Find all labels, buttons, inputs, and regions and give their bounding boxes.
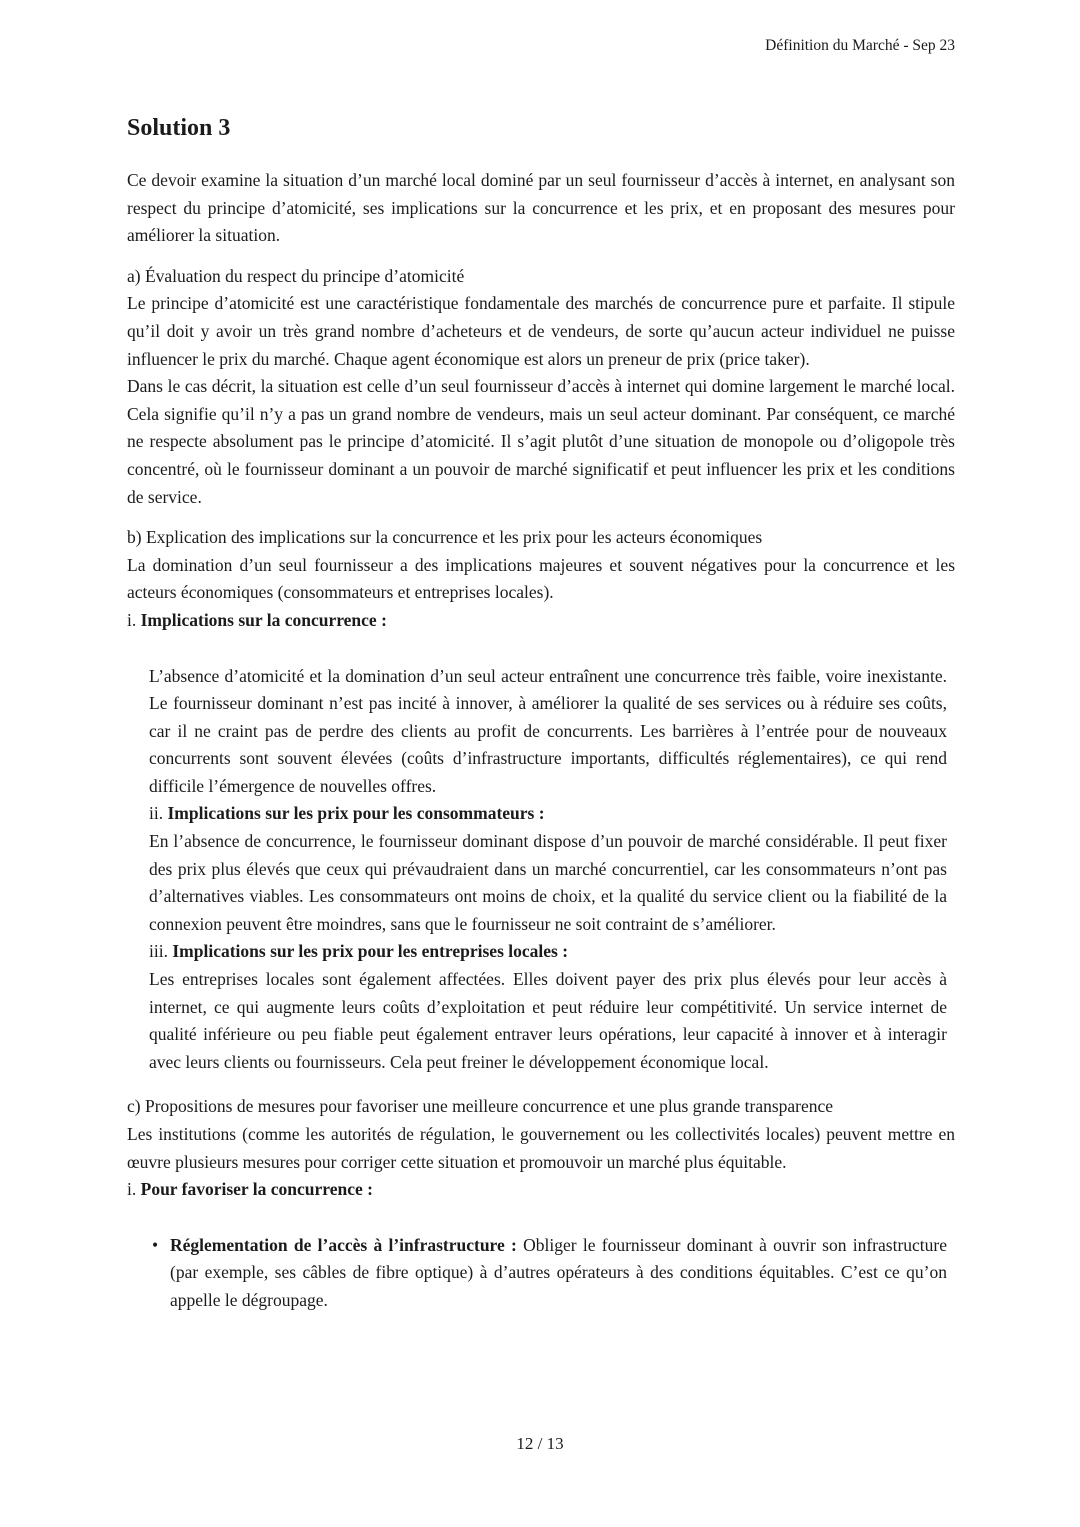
section-a bbox=[127, 263, 955, 511]
section-c-heading: c) Propositions de mesures pour favoriser une meilleure concurrence et une plus grande transparence bbox=[127, 1096, 834, 1117]
page-number: 12 / 13 bbox=[516, 1434, 564, 1453]
item-label: Pour favoriser la concurrence : bbox=[140, 1179, 373, 1200]
intro-paragraph: Ce devoir examine la situation d’un marché local dominé par un seul fournisseur d’accès à internet, en analysant son respect du principe d’atomicité, ses implications sur la concurrence et les prix, et en proposant des mesures pour améliorer la situation. bbox=[127, 170, 955, 246]
section-a-heading: a) Évaluation du respect du principe d’atomicité bbox=[127, 265, 465, 286]
bullet-icon: • bbox=[152, 1234, 159, 1255]
section-c-paragraph-1: Les institutions (comme les autorités de régulation, le gouvernement ou les collectivités locales) peuvent mettre en œuvre plusieurs mesures pour corriger cette situation et promouvoir un marché plus équitable. bbox=[127, 1124, 955, 1172]
section-b-item-2-text: En l’absence de concurrence, le fournisseur dominant dispose d’un pouvoir de marché considérable. Il peut fixer des prix plus élevés que ceux qui prévaudraient dans un marché concurrentiel, car les consommateurs n’ont pas d’alternatives viables. Les consommateurs ont moins de choix, et la qualité du service client ou la fiabilité de la connexion peuvent être moindres, sans que le fournisseur ne soit contraint de s’améliorer. bbox=[149, 831, 947, 934]
section-b-item-1-text: L’absence d’atomicité et la domination d’un seul acteur entraînent une concurrence très faible, voire inexistante. Le fournisseur dominant n’est pas incité à innover, à améliorer la qualité de ses services ou à réduire ses coûts, car il ne craint pas de perdre des clients au profit de concurrents. Les barrières à l’entrée pour de nouveaux concurrents sont souvent élevées (coûts d’infrastructure importants, difficultés réglementaires), ce qui rend difficile l’émergence de nouvelles offres. bbox=[149, 665, 947, 796]
section-c-bullet-list bbox=[127, 1232, 955, 1315]
section-b-heading: b) Explication des implications sur la concurrence et les prix pour les acteurs économiques bbox=[127, 527, 763, 548]
item-label: Implications sur la concurrence : bbox=[140, 609, 387, 630]
section-c bbox=[127, 1093, 955, 1314]
list-item bbox=[152, 1232, 955, 1315]
document-body bbox=[127, 114, 955, 1315]
section-c-item-1-heading bbox=[127, 1176, 955, 1204]
section-b-item-3-heading bbox=[149, 938, 947, 966]
item-number: i. bbox=[127, 609, 137, 630]
section-a-paragraph-1: Le principe d’atomicité est une caractéristique fondamentale des marchés de concurrence pure et parfaite. Il stipule qu’il doit y avoir un très grand nombre d’acheteurs et de vendeurs, de sorte qu’aucun acteur individuel ne puisse influencer le prix du marché. Chaque agent économique est alors un preneur de prix (price taker). bbox=[127, 293, 955, 369]
page-header: Définition du Marché - Sep 23 bbox=[765, 37, 955, 54]
section-b-item-3-text: Les entreprises locales sont également affectées. Elles doivent payer des prix plus élevés pour leur accès à internet, ce qui augmente leurs coûts d’exploitation et peut réduire leur compétitivité. Un service internet de qualité inférieure ou peu fiable peut également entraver leurs opérations, leur capacité à innover et à interagir avec leurs clients ou fournisseurs. Cela peut freiner le développement économique local. bbox=[149, 969, 947, 1072]
item-label: Implications sur les prix pour les consommateurs : bbox=[167, 803, 545, 824]
item-number: i. bbox=[127, 1179, 137, 1200]
bullet-body-text: Obliger le fournisseur dominant à ouvrir son infrastructure (par exemple, ses câbles de fibre optique) à d’autres opérateurs à des conditions équitables. C’est ce qu’on appelle le dégroupage. bbox=[170, 1234, 948, 1310]
item-number: iii. bbox=[149, 941, 168, 962]
bullet-label: Réglementation de l’accès à l’infrastructure : bbox=[170, 1234, 517, 1255]
item-label: Implications sur les prix pour les entreprises locales : bbox=[172, 941, 569, 962]
section-b-paragraph-1: La domination d’un seul fournisseur a des implications majeures et souvent négatives pour la concurrence et les acteurs économiques (consommateurs et entreprises locales). bbox=[127, 554, 955, 603]
section-b bbox=[127, 524, 955, 1076]
page-title: Solution 3 bbox=[127, 115, 231, 141]
section-b-item-2-heading bbox=[149, 800, 947, 828]
section-b-items bbox=[127, 663, 955, 1077]
item-number: ii. bbox=[149, 803, 164, 824]
section-b-item-1-heading bbox=[127, 607, 955, 635]
section-a-paragraph-2: Dans le cas décrit, la situation est celle d’un seul fournisseur d’accès à internet qui domine largement le marché local. Cela signifie qu’il n’y a pas un grand nombre de vendeurs, mais un seul acteur dominant. Par conséquent, ce marché ne respecte absolument pas le principe d’atomicité. Il s’agit plutôt d’une situation de monopole ou d’oligopole très concentré, où le fournisseur dominant a un pouvoir de marché significatif et peut influencer les prix et les conditions de service. bbox=[127, 376, 955, 507]
bullet-text bbox=[170, 1232, 955, 1315]
